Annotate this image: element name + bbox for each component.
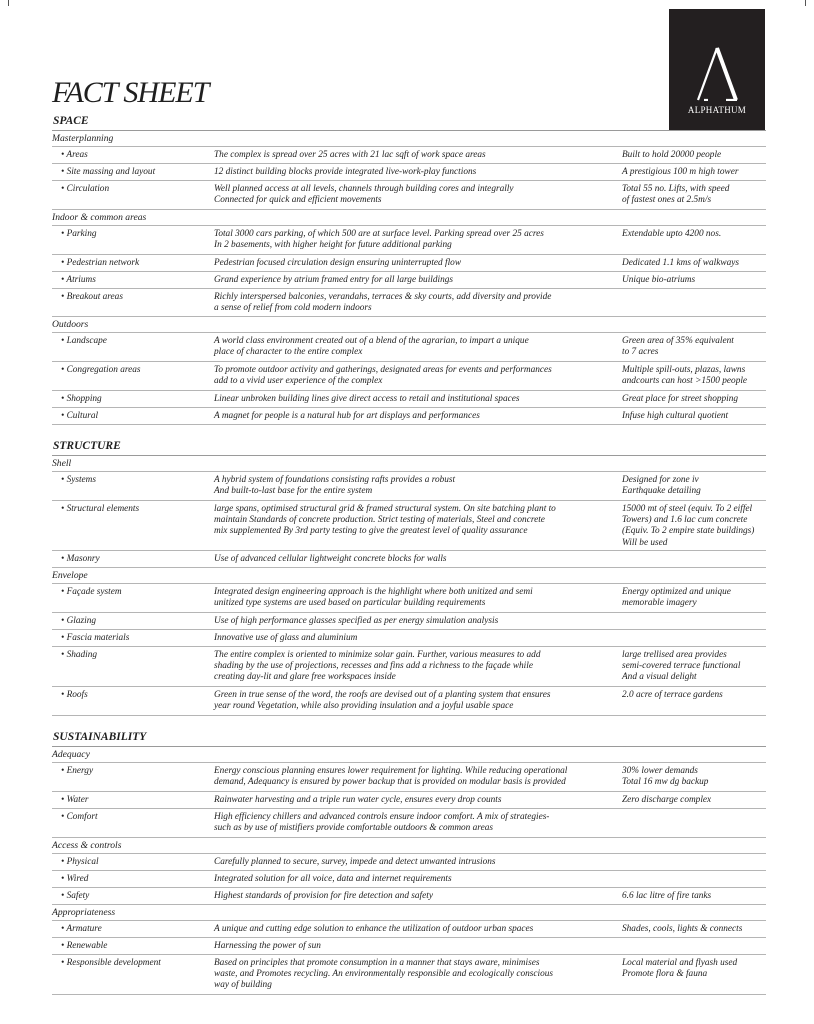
- row-description: Green in true sense of the word, the roofs are devised out of a planting system that ensures year round Vegetation, while also providing insulation and a joyful usable space: [214, 690, 551, 712]
- row-label: • Pedestrian network: [61, 258, 140, 268]
- row-label: • Comfort: [61, 812, 98, 822]
- row-fact: Designed for zone iv Earthquake detailing: [622, 475, 701, 497]
- row-description: Carefully planned to secure, survey, impede and detect unwanted intrusions: [214, 857, 496, 867]
- row-fact: [622, 633, 766, 644]
- row-description: Grand experience by atrium framed entry for all large buildings: [214, 275, 454, 285]
- row-fact: Infuse high cultural quotient: [622, 411, 729, 421]
- table-row: [52, 164, 766, 181]
- table-row: [52, 472, 766, 501]
- section-spacer: [52, 425, 766, 439]
- row-label: • Site massing and layout: [61, 167, 156, 177]
- row-fact: Dedicated 1.1 kms of walkways: [622, 258, 739, 268]
- table-row: [52, 630, 766, 647]
- row-description: Energy conscious planning ensures lower requirement for lighting. While reducing operational demand, Adequancy is ensured by power backup that is provided on modular basis is provided: [214, 766, 568, 788]
- row-description: Innovative use of glass and aluminium: [214, 633, 358, 643]
- row-label: • Renewable: [61, 941, 108, 951]
- row-label: • Glazing: [61, 616, 97, 626]
- row-label: • Atriums: [61, 275, 96, 285]
- group-title: Outdoors: [52, 317, 766, 333]
- table-row: [52, 763, 766, 792]
- row-label: • Safety: [61, 891, 90, 901]
- row-fact: Green area of 35% equivalent to 7 acres: [622, 336, 734, 358]
- table-row: [52, 938, 766, 955]
- row-description: A unique and cutting edge solution to enhance the utilization of outdoor urban spaces: [214, 924, 534, 934]
- row-fact: 2.0 acre of terrace gardens: [622, 690, 723, 700]
- row-description: large spans, optimised structural grid & framed structural system. On site batching plant to maintain Standards of concrete production. Strict testing of materials, Steel and concrete mix supplemented By 3rd party testing to give the greatest level of quality assurance: [214, 504, 556, 537]
- table-row: [52, 888, 766, 905]
- row-description: The complex is spread over 25 acres with 21 lac sqft of work space areas: [214, 150, 486, 160]
- row-fact: Multiple spill-outs, plazas, lawns andcourts can host >1500 people: [622, 365, 748, 387]
- row-fact: [622, 554, 766, 565]
- row-description: A world class environment created out of a blend of the agrarian, to impart a unique place of character to the entire complex: [214, 336, 529, 358]
- row-fact: A prestigious 100 m high tower: [622, 167, 739, 177]
- row-label: • Roofs: [61, 690, 88, 700]
- section-title: SUSTAINABILITY: [52, 730, 766, 747]
- row-fact: Unique bio-atriums: [622, 275, 696, 285]
- group-title: Access & controls: [52, 838, 766, 854]
- alpha-logo-icon: [696, 47, 738, 101]
- row-fact: Great place for street shopping: [622, 394, 739, 404]
- row-label: • Systems: [61, 475, 97, 485]
- table-row: [52, 408, 766, 425]
- row-description: Integrated design engineering approach is the highlight where both unitized and semi unitized type systems are used based on particular building requirements: [214, 587, 533, 609]
- group-title: Indoor & common areas: [52, 210, 766, 226]
- row-fact: 15000 mt of steel (equiv. To 2 eiffel Towers) and 1.6 lac cum concrete (Equiv. To 2 empire state buildings) Will be used: [622, 504, 755, 548]
- row-fact: Built to hold 20000 people: [622, 150, 722, 160]
- group-title: Envelope: [52, 568, 766, 584]
- row-fact: [622, 616, 766, 627]
- table-row: [52, 792, 766, 809]
- row-fact: 30% lower demands Total 16 mw dg backup: [622, 766, 709, 788]
- table-row: [52, 501, 766, 551]
- table-row: [52, 255, 766, 272]
- alphathum-logo: [669, 9, 765, 131]
- row-description: Rainwater harvesting and a triple run water cycle, ensures every drop counts: [214, 795, 502, 805]
- row-label: • Parking: [61, 229, 97, 239]
- row-fact: [622, 857, 766, 868]
- row-label: • Circulation: [61, 184, 110, 194]
- row-fact: [622, 812, 766, 835]
- fact-sheet-table: [52, 114, 766, 995]
- logo-wordmark: ALPHATHUM: [687, 105, 747, 115]
- table-row: [52, 147, 766, 164]
- section-title: STRUCTURE: [52, 439, 766, 456]
- row-fact: Shades, cools, lights & connects: [622, 924, 743, 934]
- row-description: A magnet for people is a natural hub for art displays and performances: [214, 411, 480, 421]
- row-label: • Façade system: [61, 587, 122, 597]
- crop-mark: [8, 0, 9, 6]
- table-row: [52, 289, 766, 317]
- row-label: • Masonry: [61, 554, 100, 564]
- section-title: SPACE: [52, 114, 766, 131]
- row-label: • Fascia materials: [61, 633, 130, 643]
- row-description: A hybrid system of foundations consisting rafts provides a robust And built-to-last base for the entire system: [214, 475, 456, 497]
- table-row: [52, 613, 766, 630]
- row-label: • Wired: [61, 874, 89, 884]
- row-description: Harnessing the power of sun: [214, 941, 321, 951]
- row-description: Well planned access at all levels, channels through building cores and integrally Connected for quick and efficient movements: [214, 184, 514, 206]
- table-row: [52, 333, 766, 362]
- row-fact: Zero discharge complex: [622, 795, 712, 805]
- row-description: Use of high performance glasses specified as per energy simulation analysis: [214, 616, 499, 626]
- group-title: Shell: [52, 456, 766, 472]
- table-row: [52, 854, 766, 871]
- row-label: • Water: [61, 795, 89, 805]
- row-fact: Extendable upto 4200 nos.: [622, 229, 722, 239]
- group-title: Appropriateness: [52, 905, 766, 921]
- row-fact: large trellised area provides semi-covered terrace functional And a visual delight: [622, 650, 741, 683]
- table-row: [52, 647, 766, 687]
- row-label: • Energy: [61, 766, 94, 776]
- table-row: [52, 809, 766, 838]
- row-description: Linear unbroken building lines give direct access to retail and institutional spaces: [214, 394, 520, 404]
- row-label: • Physical: [61, 857, 99, 867]
- row-description: The entire complex is oriented to minimize solar gain. Further, various measures to add shading by the use of projections, recesses and fins add a richness to the façade while creating day-lit and glare free workspaces inside: [214, 650, 541, 683]
- row-label: • Cultural: [61, 411, 99, 421]
- row-fact: Energy optimized and unique memorable imagery: [622, 587, 731, 609]
- crop-mark: [805, 0, 806, 6]
- table-row: [52, 687, 766, 716]
- row-description: Pedestrian focused circulation design ensuring uninterrupted flow: [214, 258, 462, 268]
- row-label: • Landscape: [61, 336, 107, 346]
- table-row: [52, 226, 766, 255]
- table-row: [52, 871, 766, 888]
- page-title: FACT SHEET: [52, 76, 209, 109]
- table-row: [52, 955, 766, 995]
- table-row: [52, 551, 766, 568]
- row-label: • Congregation areas: [61, 365, 141, 375]
- row-description: Total 3000 cars parking, of which 500 are at surface level. Parking spread over 25 acres In 2 basements, with higher height for future additional parking: [214, 229, 544, 251]
- table-row: [52, 584, 766, 613]
- row-label: • Responsible development: [61, 958, 161, 968]
- table-row: [52, 181, 766, 210]
- table-row: [52, 921, 766, 938]
- table-row: [52, 362, 766, 391]
- row-fact: [622, 292, 766, 314]
- row-label: • Shading: [61, 650, 98, 660]
- row-label: • Areas: [61, 150, 88, 160]
- row-fact: 6.6 lac litre of fire tanks: [622, 891, 712, 901]
- table-row: [52, 272, 766, 289]
- row-label: • Breakout areas: [61, 292, 123, 302]
- row-description: To promote outdoor activity and gatherings, designated areas for events and performances add to a vivid user experience of the complex: [214, 365, 552, 387]
- row-description: Use of advanced cellular lightweight concrete blocks for walls: [214, 554, 447, 564]
- row-fact: [622, 874, 766, 885]
- row-fact: Local material and flyash used Promote flora & fauna: [622, 958, 738, 980]
- group-title: Masterplanning: [52, 131, 766, 147]
- row-description: Richly interspersed balconies, verandahs, terraces & sky courts, add diversity and provide a sense of relief from cold modern indoors: [214, 292, 552, 314]
- row-description: High efficiency chillers and advanced controls ensure indoor comfort. A mix of strategies- such as by use of mistifiers provide comfortable outdoors & common areas: [214, 812, 550, 834]
- group-title: Adequacy: [52, 747, 766, 763]
- row-fact: [622, 941, 766, 952]
- row-fact: Total 55 no. Lifts, with speed of fastest ones at 2.5m/s: [622, 184, 730, 206]
- row-label: • Armature: [61, 924, 102, 934]
- row-description: Integrated solution for all voice, data and internet requirements: [214, 874, 452, 884]
- row-description: Based on principles that promote consumption in a manner that stays aware, minimises waste, and Promotes recycling. An environmentally responsible and ecologically conscious way of building: [214, 958, 554, 991]
- row-label: • Shopping: [61, 394, 102, 404]
- table-row: [52, 391, 766, 408]
- row-label: • Structural elements: [61, 504, 140, 514]
- row-description: 12 distinct building blocks provide integrated live-work-play functions: [214, 167, 477, 177]
- section-spacer: [52, 716, 766, 730]
- row-description: Highest standards of provision for fire detection and safety: [214, 891, 433, 901]
